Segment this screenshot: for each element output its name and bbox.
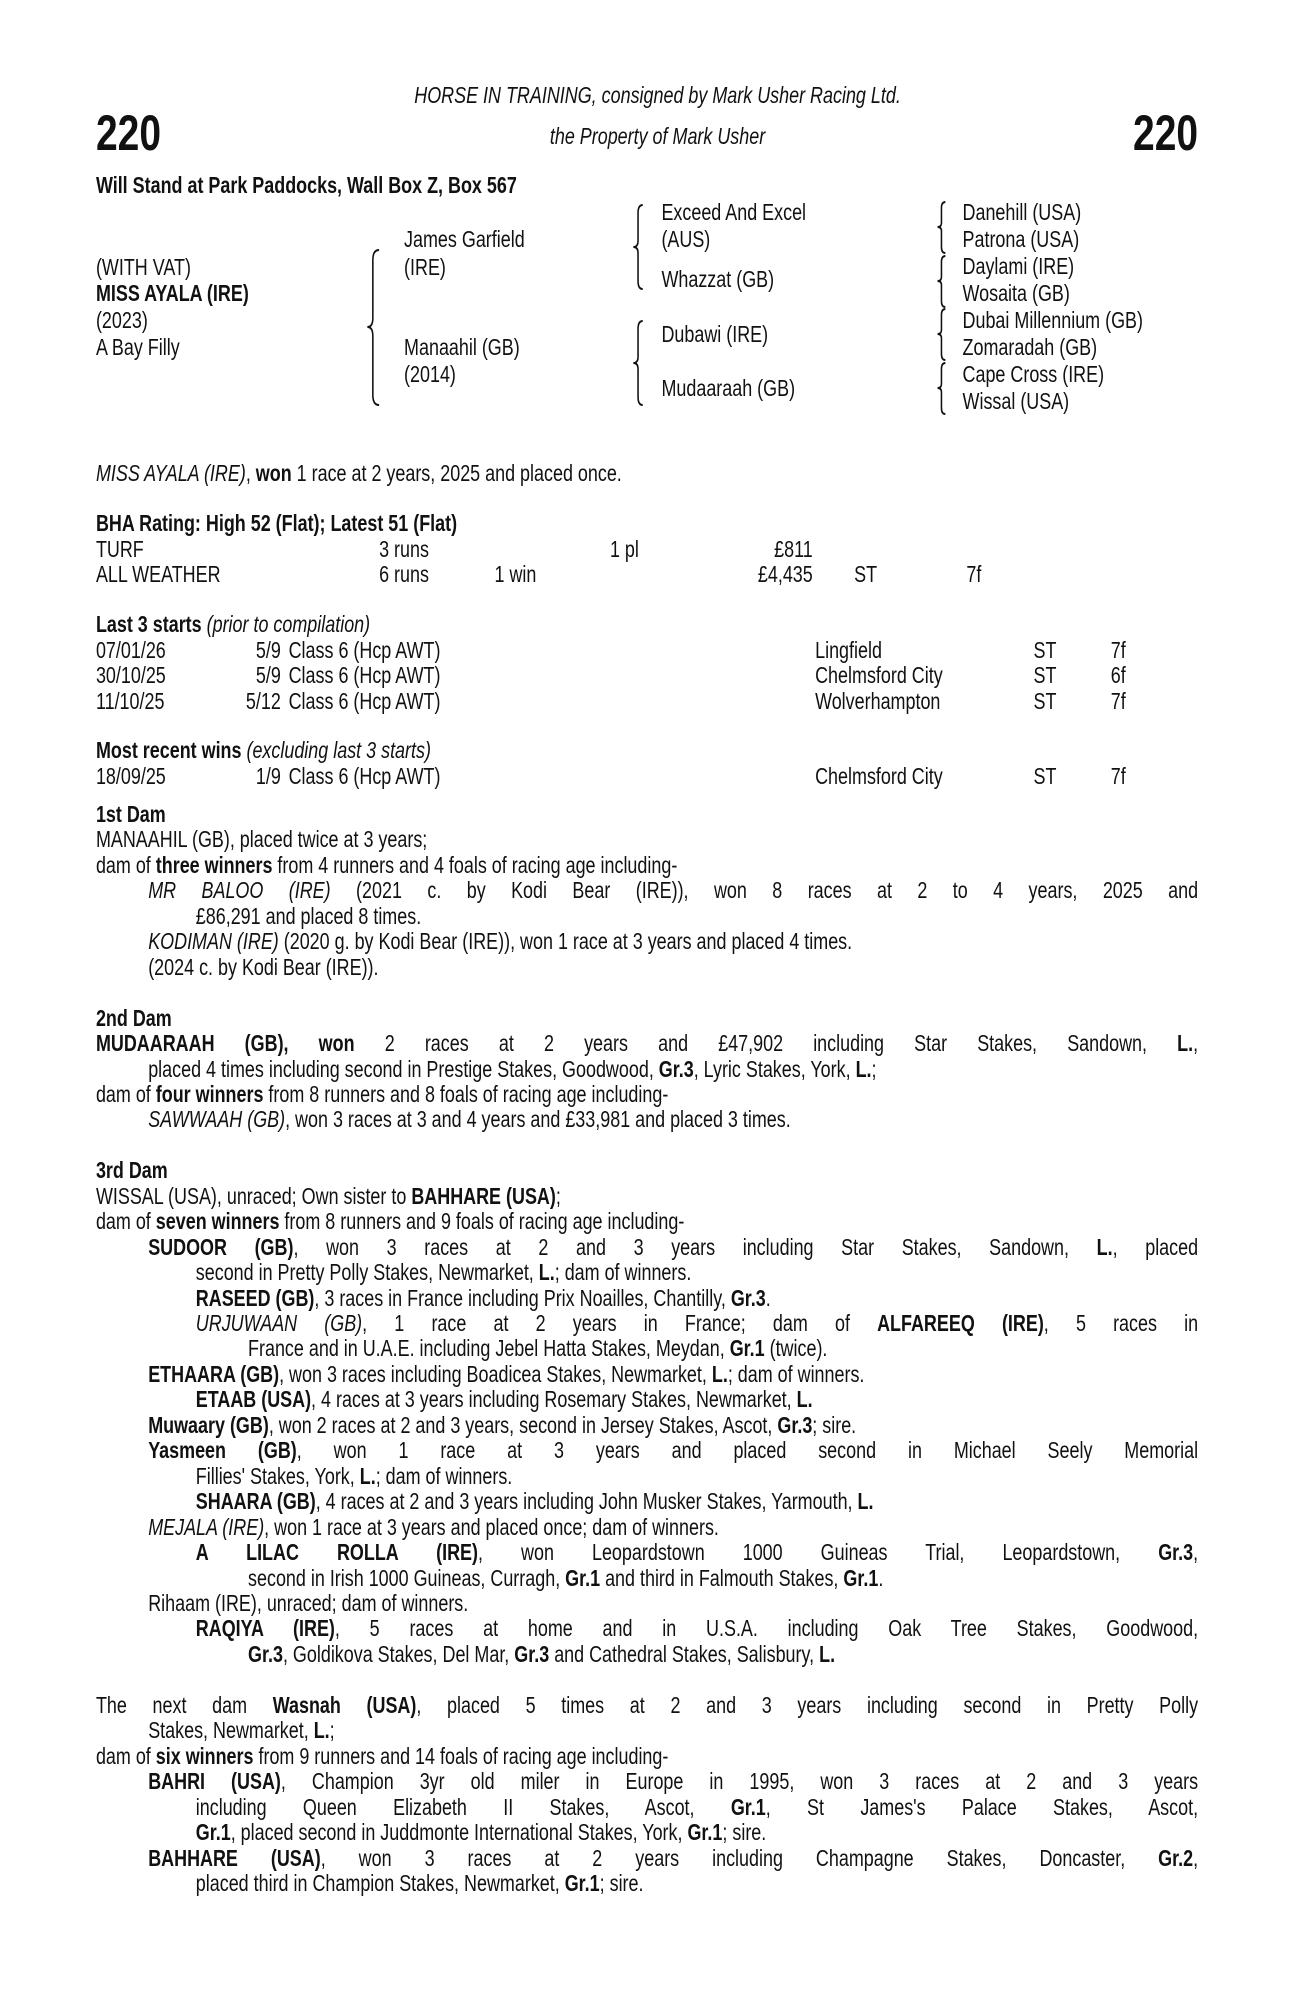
text-segment: Gr.3	[730, 1284, 766, 1311]
text-line	[96, 1387, 1198, 1412]
text-line	[96, 1158, 1198, 1183]
sire-origin: (IRE)	[404, 254, 446, 280]
race-going: ST	[1033, 687, 1057, 714]
consignment-line: HORSE IN TRAINING, consigned by Mark Usher Racing Ltd.	[414, 82, 901, 108]
text-line	[96, 1438, 1198, 1463]
text-segment: Gr.1	[195, 1819, 231, 1846]
text-segment: BAHHARE (USA)	[148, 1844, 321, 1871]
last3-title: Last 3 starts	[95, 611, 202, 637]
text-segment: KODIMAN (IRE)	[148, 928, 279, 955]
dam-year: (2014)	[404, 361, 456, 387]
text-segment: ,	[1193, 1844, 1199, 1871]
summary-rest: 1 race at 2 years, 2025 and placed once.	[291, 460, 622, 486]
text-segment: , Goldikova Stakes, Del Mar,	[282, 1640, 515, 1667]
race-class: Class 6 (Hcp AWT)	[288, 637, 441, 663]
text-segment: Gr.1	[729, 1335, 765, 1362]
gen3-brace-icon	[938, 256, 949, 307]
text-line	[96, 955, 1198, 980]
text-segment: ETAAB (USA)	[195, 1386, 312, 1413]
lot-number-left: 220	[95, 105, 162, 161]
text-segment: from 9 runners and 14 foals of racing age including-	[253, 1742, 669, 1769]
text-line	[96, 1489, 1198, 1514]
vat-note: (WITH VAT)	[95, 254, 191, 280]
text-segment: dam of	[95, 1080, 156, 1107]
text-segment: Gr.1	[843, 1564, 879, 1591]
race-course: Wolverhampton	[815, 687, 941, 714]
text-segment: L.	[313, 1717, 330, 1744]
text-line	[96, 1362, 1198, 1387]
text-line	[96, 1311, 1198, 1336]
text-segment: SUDOOR (GB)	[148, 1233, 294, 1260]
text-segment: ;	[871, 1055, 877, 1082]
race-date: 11/10/25	[95, 687, 165, 714]
summary-won: won	[255, 460, 292, 486]
text-line	[96, 1744, 1198, 1769]
horse-description: A Bay Filly	[95, 334, 180, 360]
summary-horse-name: MISS AYALA (IRE)	[95, 460, 246, 486]
text-segment: , won 3 races at 3 and 4 years and £33,981 and placed 3 times.	[285, 1106, 791, 1133]
text-segment: , won 3 races at 2 and 3 years including Star Stakes, Sandown,	[293, 1233, 1097, 1260]
text-segment: URJUWAAN (GB)	[195, 1310, 363, 1337]
text-segment: ; sire.	[599, 1869, 644, 1896]
text-line	[96, 1693, 1198, 1718]
dam-section	[96, 1158, 1198, 1667]
dam-section	[96, 1006, 1198, 1133]
text-segment: Gr.3	[248, 1640, 283, 1667]
text-segment: , won 3 races including Boadicea Stakes, Newmarket,	[279, 1360, 712, 1387]
race-dist: 6f	[1110, 662, 1126, 689]
text-line	[96, 1057, 1198, 1082]
text-segment: four winners	[155, 1080, 264, 1107]
text-segment: BAHRI (USA)	[148, 1768, 281, 1795]
text-segment: Gr.2	[1158, 1844, 1194, 1871]
text-segment: , 3 races in France including Prix Noailles, Chantilly,	[314, 1284, 731, 1311]
text-segment: , placed	[1112, 1233, 1199, 1260]
race-pos: 5/9	[255, 637, 281, 663]
dam-brace-icon	[633, 321, 645, 405]
text-segment: Gr.1	[565, 1564, 601, 1591]
text-segment: Gr.1	[564, 1869, 600, 1896]
race-going: ST	[1033, 763, 1057, 789]
race-summary	[96, 461, 622, 486]
race-class: Class 6 (Hcp AWT)	[288, 662, 441, 689]
ancestor: Daylami (IRE)	[962, 253, 1075, 279]
text-segment: , won 2 races at 2 and 3 years, second in Jersey Stakes, Ascot,	[268, 1411, 778, 1438]
dam-section	[96, 1693, 1198, 1897]
ancestor: Danehill (USA)	[962, 199, 1082, 225]
text-segment: France and in U.A.E. including Jebel Hatta Stakes, Meydan,	[248, 1335, 730, 1362]
text-line	[96, 1795, 1198, 1820]
sire-sire: Exceed And Excel	[661, 199, 807, 225]
stats-wins: 1 win	[494, 561, 537, 587]
text-line	[96, 853, 1198, 878]
text-segment: , St James's Palace Stakes, Ascot,	[765, 1793, 1199, 1820]
sire-brace-icon	[633, 205, 645, 289]
stats-surface: ALL WEATHER	[95, 561, 221, 587]
text-segment: RAQIYA (IRE)	[195, 1615, 335, 1642]
text-segment: L.	[819, 1640, 836, 1667]
text-segment: MR BALOO (IRE)	[148, 877, 331, 904]
text-line	[96, 1820, 1198, 1845]
text-line	[96, 1591, 1198, 1616]
horse-year: (2023)	[95, 307, 148, 333]
dam-name: Manaahil (GB)	[404, 334, 520, 360]
text-segment: , 5 races at home and in U.S.A. including Oak Tree Stakes, Goodwood,	[334, 1615, 1199, 1642]
text-line	[96, 1464, 1198, 1489]
text-segment: L.	[359, 1462, 376, 1489]
text-line	[96, 1846, 1198, 1871]
last3-heading	[96, 612, 370, 637]
text-segment: Gr.1	[730, 1793, 766, 1820]
text-line	[96, 1006, 1198, 1031]
race-course: Chelmsford City	[815, 662, 943, 689]
text-segment: 1st Dam	[95, 801, 166, 827]
stats-prize: £4,435	[757, 561, 813, 587]
text-segment: 2nd Dam	[95, 1004, 172, 1031]
recent-wins-title: Most recent wins	[95, 737, 242, 763]
text-segment: placed 4 times including second in Prestige Stakes, Goodwood,	[148, 1055, 659, 1082]
text-segment: The next dam	[95, 1691, 273, 1718]
race-date: 07/01/26	[95, 637, 166, 663]
text-segment: Yasmeen (GB)	[148, 1437, 297, 1464]
text-segment: L.	[538, 1259, 555, 1286]
ancestor: Cape Cross (IRE)	[962, 361, 1105, 387]
text-segment: ; dam of winners.	[554, 1259, 692, 1286]
text-line	[96, 1616, 1198, 1641]
text-segment: seven winners	[155, 1208, 280, 1235]
ancestor: Dubai Millennium (GB)	[962, 307, 1143, 333]
text-segment: L.	[796, 1386, 813, 1413]
text-segment: ETHAARA (GB)	[148, 1360, 280, 1387]
stable-location: Will Stand at Park Paddocks, Wall Box Z, Box 567	[95, 172, 517, 198]
text-segment: 2 races at 2 years and £47,902 including Star Stakes, Sandown,	[354, 1030, 1178, 1057]
race-going: ST	[1033, 637, 1057, 663]
text-line	[96, 1718, 1198, 1743]
stats-runs: 3 runs	[379, 536, 429, 562]
dam-family-notes	[96, 802, 1198, 1922]
ancestor: Patrona (USA)	[962, 226, 1080, 252]
text-segment: L.	[711, 1360, 728, 1387]
text-line	[96, 1336, 1198, 1361]
last3-note: (prior to compilation)	[201, 611, 371, 637]
ancestor: Zomaradah (GB)	[962, 334, 1098, 360]
text-segment: second in Irish 1000 Guineas, Curragh,	[248, 1564, 566, 1591]
text-segment: dam of	[95, 851, 156, 878]
text-segment: including Queen Elizabeth II Stakes, Ascot,	[195, 1793, 731, 1820]
text-segment: , Lyric Stakes, York,	[693, 1055, 856, 1082]
text-line	[96, 1540, 1198, 1565]
text-segment: MEJALA (IRE)	[148, 1513, 265, 1540]
text-segment: Fillies' Stakes, York,	[195, 1462, 360, 1489]
text-line	[96, 1413, 1198, 1438]
text-segment: L.	[1096, 1233, 1113, 1260]
text-segment: 3rd Dam	[95, 1157, 168, 1184]
dam-section	[96, 802, 1198, 980]
text-line	[96, 1260, 1198, 1285]
text-segment: Stakes, Newmarket,	[148, 1717, 314, 1744]
text-segment: ; sire.	[812, 1411, 857, 1438]
text-line	[96, 904, 1198, 929]
text-segment: , 4 races at 2 and 3 years including John Musker Stakes, Yarmouth,	[315, 1488, 858, 1515]
lot-number-right: 220	[1132, 105, 1199, 161]
text-segment: SAWWAAH (GB)	[148, 1106, 286, 1133]
race-pos: 5/12	[245, 687, 281, 714]
text-segment: second in Pretty Polly Stakes, Newmarket,	[195, 1259, 539, 1286]
text-segment: Gr.3	[658, 1055, 694, 1082]
text-segment: ; sire.	[722, 1819, 767, 1846]
text-segment: ,	[1193, 1030, 1199, 1057]
text-line	[96, 1082, 1198, 1107]
text-line	[96, 1031, 1198, 1056]
text-segment: .	[765, 1284, 771, 1311]
race-class: Class 6 (Hcp AWT)	[288, 687, 441, 714]
dam-sire: Dubawi (IRE)	[661, 321, 769, 347]
text-segment: and third in Falmouth Stakes,	[600, 1564, 844, 1591]
race-dist: 7f	[1110, 637, 1126, 663]
text-line	[96, 1209, 1198, 1234]
text-segment: Gr.3	[1158, 1539, 1194, 1566]
race-date: 30/10/25	[95, 662, 166, 689]
text-segment: six winners	[155, 1742, 254, 1769]
sire-dam: Whazzat (GB)	[661, 266, 775, 292]
text-segment: , Champion 3yr old miler in Europe in 1995, won 3 races at 2 and 3 years	[280, 1768, 1199, 1795]
text-segment: ,	[1193, 1539, 1199, 1566]
text-line	[96, 1642, 1198, 1667]
text-segment: , won 1 race at 3 years and placed once; dam of winners.	[264, 1513, 719, 1540]
text-segment: from 8 runners and 9 foals of racing age including-	[279, 1208, 685, 1235]
race-course: Lingfield	[815, 637, 882, 663]
text-segment: from 4 runners and 4 foals of racing age including-	[272, 851, 678, 878]
race-going: ST	[1033, 662, 1057, 689]
text-segment: , placed 5 times at 2 and 3 years including second in Pretty Polly	[416, 1691, 1199, 1718]
text-segment: ;	[329, 1717, 335, 1744]
race-date: 18/09/25	[95, 763, 166, 789]
text-segment: £86,291 and placed 8 times.	[195, 902, 422, 929]
text-segment: (2020 g. by Kodi Bear (IRE)), won 1 race at 3 years and placed 4 times.	[278, 928, 853, 955]
text-segment: and Cathedral Stakes, Salisbury,	[549, 1640, 820, 1667]
text-segment: SHAARA (GB)	[195, 1488, 316, 1515]
text-segment: A LILAC ROLLA (IRE)	[195, 1539, 478, 1566]
text-segment: ;	[555, 1182, 561, 1209]
text-segment: L.	[857, 1488, 874, 1515]
text-segment: L.	[855, 1055, 872, 1082]
text-line	[96, 1871, 1198, 1896]
text-line	[96, 1286, 1198, 1311]
text-segment: , placed second in Juddmonte International Stakes, York,	[230, 1819, 688, 1846]
text-segment: Wasnah (USA)	[272, 1691, 417, 1718]
text-segment: Gr.1	[687, 1819, 723, 1846]
race-dist: 7f	[1110, 687, 1126, 714]
text-line	[96, 802, 1198, 827]
recent-wins-heading	[96, 738, 431, 763]
text-line	[96, 1769, 1198, 1794]
sire-sire-origin: (AUS)	[661, 226, 711, 252]
text-segment: Gr.3	[514, 1640, 550, 1667]
text-line	[96, 1566, 1198, 1591]
text-segment: L.	[1177, 1030, 1194, 1057]
text-segment: Muwaary (GB)	[148, 1411, 269, 1438]
text-segment: ; dam of winners.	[727, 1360, 865, 1387]
text-segment: , won 3 races at 2 years including Champagne Stakes, Doncaster,	[320, 1844, 1159, 1871]
text-segment: from 8 runners and 8 foals of racing age including-	[263, 1080, 669, 1107]
text-segment: ALFAREEQ (IRE)	[877, 1310, 1044, 1337]
text-segment: (2021 c. by Kodi Bear (IRE)), won 8 races at 2 to 4 years, 2025 and	[330, 877, 1199, 904]
text-segment: placed third in Champion Stakes, Newmarket,	[195, 1869, 565, 1896]
stats-distance: 7f	[966, 561, 982, 587]
text-segment: ; dam of winners.	[375, 1462, 513, 1489]
text-segment: dam of	[95, 1208, 156, 1235]
race-dist: 7f	[1110, 763, 1126, 789]
text-segment: MANAAHIL (GB), placed twice at 3 years;	[95, 826, 428, 853]
text-segment: , 1 race at 2 years in France; dam of	[362, 1310, 878, 1337]
text-segment: .	[878, 1564, 884, 1591]
race-pos: 5/9	[255, 662, 281, 689]
gen3-brace-icon	[938, 309, 949, 360]
stats-surface: TURF	[95, 536, 144, 562]
recent-wins-note: (excluding last 3 starts)	[241, 737, 431, 763]
stats-runs: 6 runs	[379, 561, 429, 587]
text-line	[96, 929, 1198, 954]
gen3-brace-icon	[938, 363, 949, 414]
dam-dam: Mudaaraah (GB)	[661, 375, 796, 401]
sire-name: James Garfield	[404, 226, 525, 252]
text-line	[96, 827, 1198, 852]
text-line	[96, 878, 1198, 903]
text-segment: , 5 races in	[1043, 1310, 1199, 1337]
text-segment: RASEED (GB)	[195, 1284, 315, 1311]
text-segment: dam of	[95, 1742, 156, 1769]
text-segment: WISSAL (USA), unraced; Own sister to	[95, 1182, 412, 1209]
stats-prize: £811	[774, 536, 813, 562]
text-line	[96, 1515, 1198, 1540]
stats-placed: 1 pl	[609, 536, 639, 562]
text-segment: BAHHARE (USA)	[411, 1182, 556, 1209]
text-line	[96, 1107, 1198, 1132]
text-segment: three winners	[155, 851, 273, 878]
text-segment: (2024 c. by Kodi Bear (IRE)).	[148, 953, 379, 980]
text-segment: Rihaam (IRE), unraced; dam of winners.	[148, 1590, 469, 1617]
text-segment: MUDAARAAH (GB), won	[95, 1030, 355, 1057]
property-line: the Property of Mark Usher	[549, 123, 766, 149]
text-segment: Gr.3	[777, 1411, 813, 1438]
ancestor: Wosaita (GB)	[962, 280, 1070, 306]
race-pos: 1/9	[255, 763, 281, 789]
horse-name: MISS AYALA (IRE)	[95, 280, 249, 306]
pedigree-brace-icon	[367, 250, 383, 405]
race-class: Class 6 (Hcp AWT)	[288, 763, 441, 789]
race-course: Chelmsford City	[815, 763, 943, 789]
text-segment: , 4 races at 3 years including Rosemary Stakes, Newmarket,	[311, 1386, 797, 1413]
stats-going: ST	[854, 561, 878, 587]
gen3-brace-icon	[938, 202, 949, 253]
text-segment: (twice).	[764, 1335, 828, 1362]
bha-rating: BHA Rating: High 52 (Flat); Latest 51 (Flat)	[95, 510, 458, 536]
text-segment: , won 1 race at 3 years and placed second in Michael Seely Memorial	[296, 1437, 1199, 1464]
text-line	[96, 1235, 1198, 1260]
text-line	[96, 1184, 1198, 1209]
ancestor: Wissal (USA)	[962, 388, 1070, 414]
text-segment: , won Leopardstown 1000 Guineas Trial, Leopardstown,	[477, 1539, 1159, 1566]
summary-separator: ,	[245, 460, 256, 486]
